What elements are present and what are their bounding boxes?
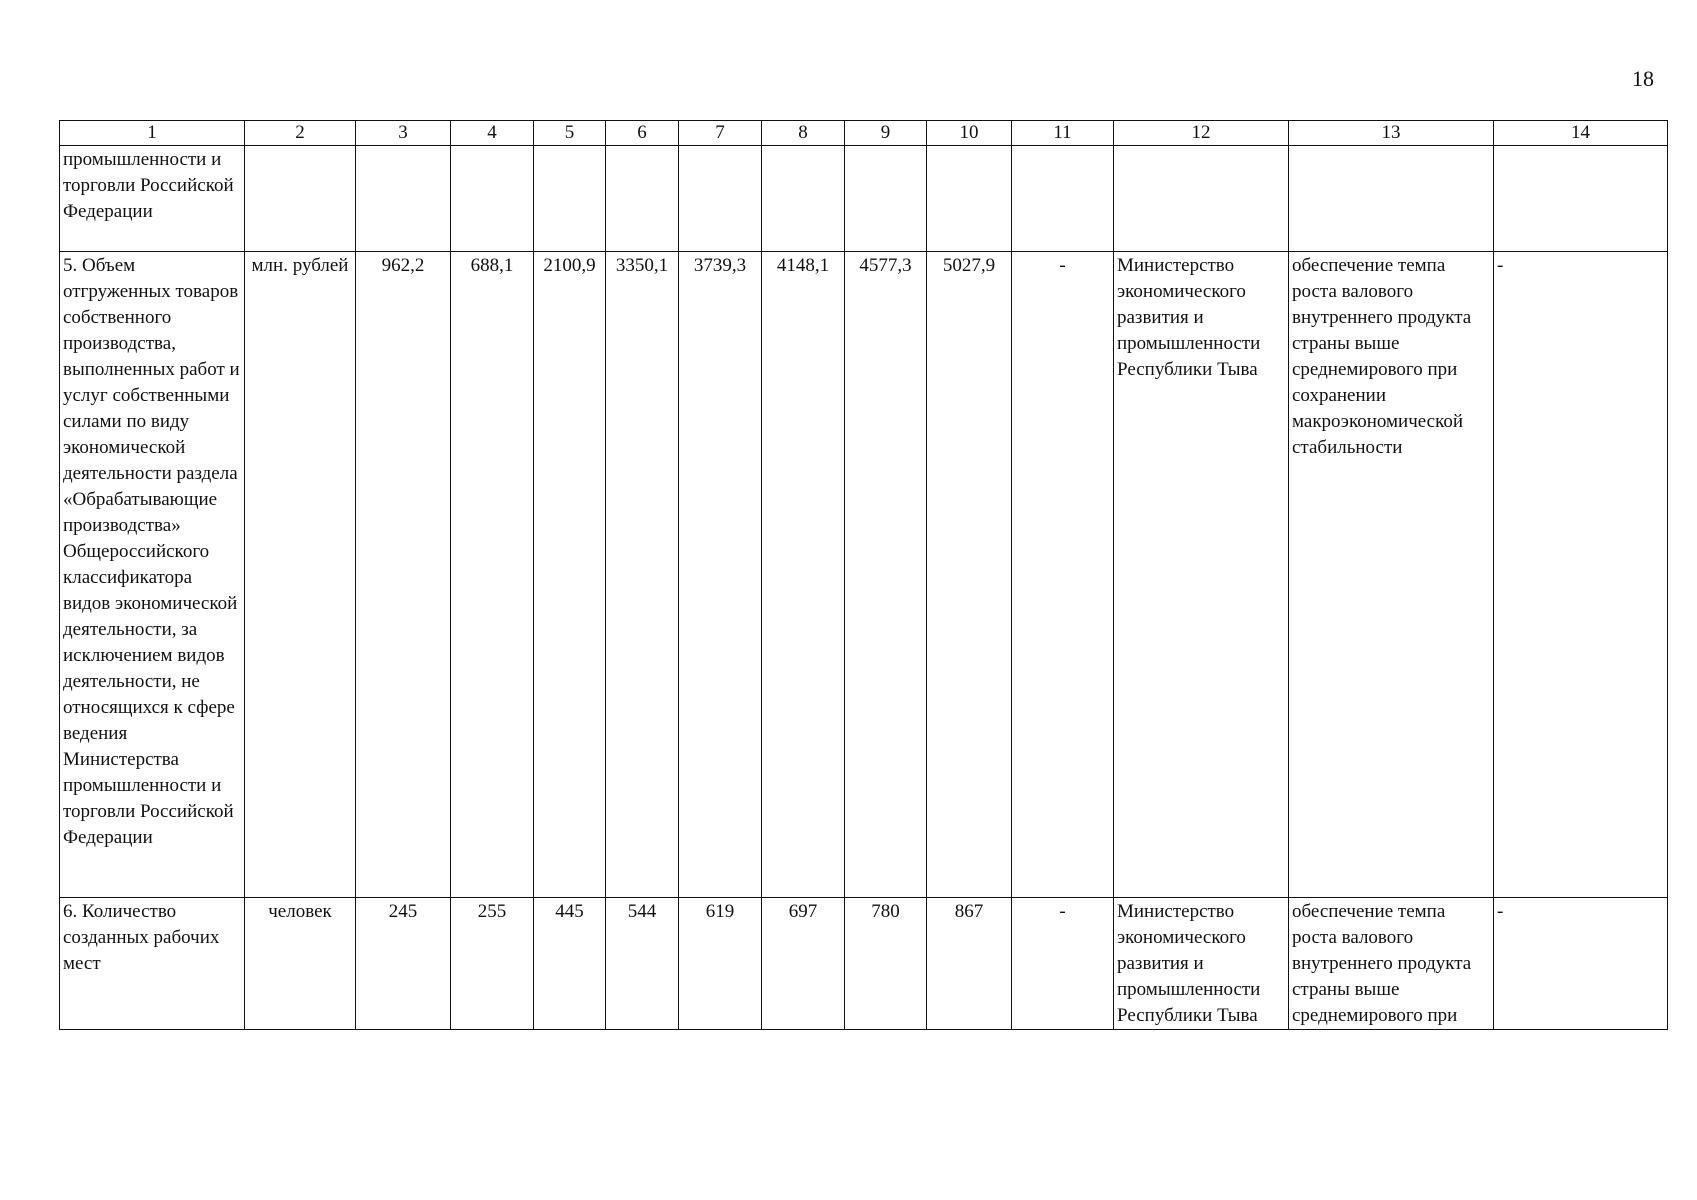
value-cell: [927, 146, 1012, 252]
page-number: 18: [1632, 66, 1654, 91]
column-number: 13: [1289, 121, 1494, 146]
value-cell: [1012, 146, 1114, 252]
indicator-name: промышленности и торговли Российской Федерации: [60, 146, 245, 252]
value-cell: 962,2: [356, 252, 451, 898]
value-cell: 780: [845, 898, 927, 1030]
column-number: 1: [60, 121, 245, 146]
column-number: 8: [762, 121, 845, 146]
responsible-cell: [1114, 146, 1289, 252]
value-cell: [534, 146, 606, 252]
value-cell: 3739,3: [679, 252, 762, 898]
column-number: 7: [679, 121, 762, 146]
goal-cell: обеспечение темпа роста валового внутреннего продукта страны выше среднемирового при сохранении макроэкономической стабильности: [1289, 252, 1494, 898]
value-cell: 4148,1: [762, 252, 845, 898]
note-cell: [1494, 146, 1668, 252]
value-cell: [356, 146, 451, 252]
column-number: 14: [1494, 121, 1668, 146]
indicators-table: [59, 120, 1668, 1030]
unit-cell: человек: [245, 898, 356, 1030]
unit-cell: млн. рублей: [245, 252, 356, 898]
value-cell: 3350,1: [606, 252, 679, 898]
goal-cell: [1289, 146, 1494, 252]
value-cell: [845, 146, 927, 252]
value-cell: [679, 146, 762, 252]
column-number: 4: [451, 121, 534, 146]
value-cell: 255: [451, 898, 534, 1030]
unit-cell: [245, 146, 356, 252]
table-row: [60, 898, 1668, 1030]
column-number: 2: [245, 121, 356, 146]
value-cell: -: [1012, 252, 1114, 898]
column-number: 9: [845, 121, 927, 146]
column-number: 10: [927, 121, 1012, 146]
value-cell: -: [1012, 898, 1114, 1030]
value-cell: 867: [927, 898, 1012, 1030]
value-cell: 2100,9: [534, 252, 606, 898]
responsible-cell: Министерство экономического развития и промышленности Республики Тыва: [1114, 898, 1289, 1030]
column-number-row: [60, 121, 1668, 146]
note-cell: -: [1494, 252, 1668, 898]
value-cell: 5027,9: [927, 252, 1012, 898]
goal-cell: обеспечение темпа роста валового внутреннего продукта страны выше среднемирового при: [1289, 898, 1494, 1030]
value-cell: [762, 146, 845, 252]
column-number: 11: [1012, 121, 1114, 146]
indicator-name: 5. Объем отгруженных товаров собственного производства, выполненных работ и услуг собственными силами по виду экономической деятельности раздела «Обрабатывающие производства» Общероссийского классификатора видов экономической деятельности, за исключением видов деятельности, не относящихся к сфере ведения Министерства промышленности и торговли Российской Федерации: [60, 252, 245, 898]
value-cell: 688,1: [451, 252, 534, 898]
value-cell: 544: [606, 898, 679, 1030]
column-number: 6: [606, 121, 679, 146]
value-cell: [451, 146, 534, 252]
column-number: 5: [534, 121, 606, 146]
value-cell: 619: [679, 898, 762, 1030]
value-cell: [606, 146, 679, 252]
indicator-name: 6. Количество созданных рабочих мест: [60, 898, 245, 1030]
value-cell: 697: [762, 898, 845, 1030]
value-cell: 445: [534, 898, 606, 1030]
value-cell: 245: [356, 898, 451, 1030]
note-cell: -: [1494, 898, 1668, 1030]
column-number: 3: [356, 121, 451, 146]
responsible-cell: Министерство экономического развития и промышленности Республики Тыва: [1114, 252, 1289, 898]
column-number: 12: [1114, 121, 1289, 146]
table-row: [60, 252, 1668, 898]
value-cell: 4577,3: [845, 252, 927, 898]
table-row: [60, 146, 1668, 252]
